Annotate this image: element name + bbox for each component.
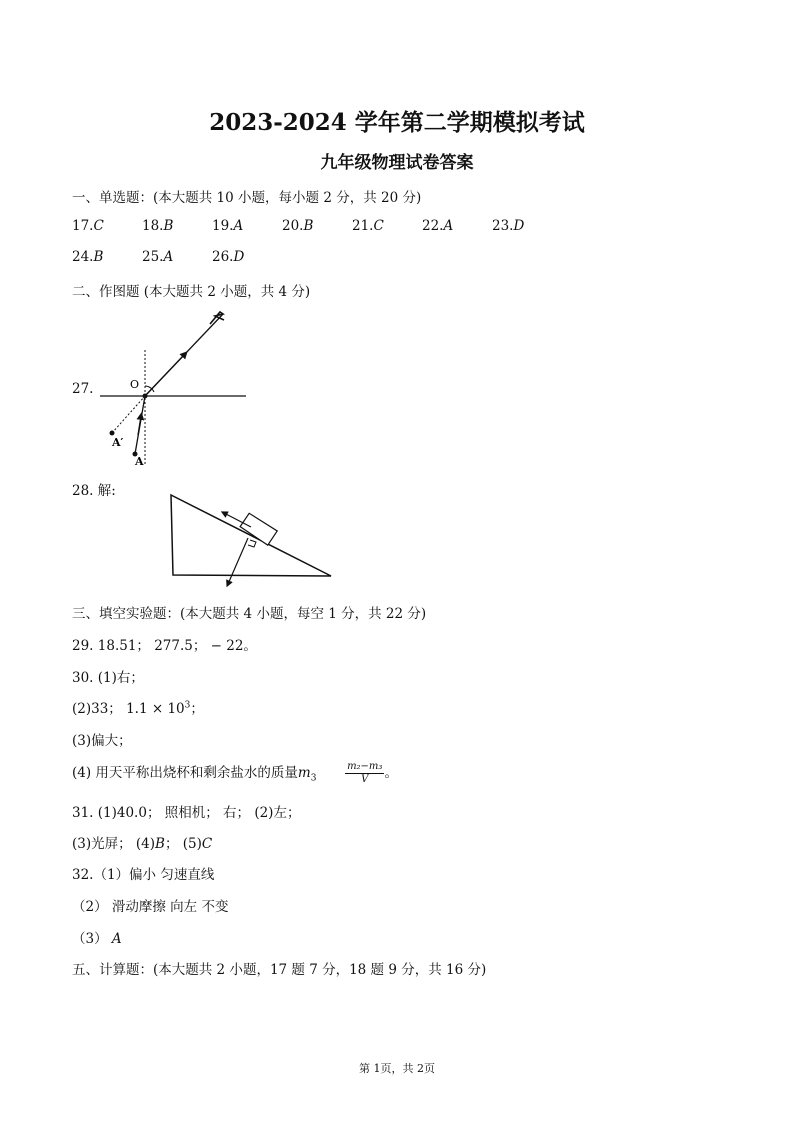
density-fraction: $\frac{\text{m₂−m₃}}{V}$ <box>347 761 383 785</box>
q32-line1: 32.（1）偏小 匀速直线 <box>72 867 215 883</box>
section-3-heading: 三、填空实验题：(本大题共 4 小题，每空 1 分，共 22 分) <box>72 606 427 622</box>
point-a-prime <box>110 431 115 436</box>
mc-answer: 25.A <box>142 249 174 265</box>
section-2-heading: 二、作图题 (本大题共 2 小题，共 4 分) <box>72 284 311 300</box>
q32-line2: （2） 滑动摩擦 向左 不变 <box>72 899 229 915</box>
q27-label: 27. <box>72 381 94 397</box>
ray-arrow <box>145 354 185 396</box>
page-subtitle: 九年级物理试卷答案 <box>320 153 474 173</box>
q30-line1: 30. (1)右； <box>72 670 144 686</box>
incline-force-diagram <box>150 480 350 590</box>
pressure-force-arrow <box>228 538 248 584</box>
mc-answer: 22.A <box>422 218 454 234</box>
point-o <box>143 394 148 399</box>
mc-answer: 23.D <box>492 218 525 234</box>
mc-answer: 17.C <box>72 218 104 234</box>
block <box>238 512 278 546</box>
mc-answer: 18.B <box>142 218 174 234</box>
label-o: O <box>130 378 140 391</box>
q31-line2: (3)光屏； (4)B； (5)C <box>72 836 213 852</box>
q30-line4: (4) 用天平称出烧杯和剩余盐水的质量$m_3$ $\frac{\text{m₂−m₃}}{V}$ 。 <box>72 761 398 785</box>
label-a: A <box>135 455 144 468</box>
mc-answer: 26.D <box>212 249 245 265</box>
q30-line3: (3)偏大； <box>72 733 132 749</box>
q31-line1: 31. (1)40.0； 照相机； 右； (2)左； <box>72 805 301 821</box>
right-angle-mark <box>248 540 256 547</box>
section-1-heading: 一、单选题：(本大题共 10 小题，每小题 2 分，共 20 分) <box>72 190 422 206</box>
mc-answer: 19.A <box>212 218 244 234</box>
q30-line2: (2)33； $1.1 \times 10^3$； <box>72 700 204 717</box>
q29-answer: 29. 18.51； 277.5； − 22。 <box>72 638 257 654</box>
section-5-heading: 五、计算题：(本大题共 2 小题，17 题 7 分，18 题 9 分，共 16 分) <box>72 962 487 978</box>
eye-icon <box>210 312 224 324</box>
reflection-refraction-diagram <box>90 300 260 470</box>
q32-line3: （3） A <box>72 931 122 947</box>
label-a-prime: A′ <box>112 436 124 449</box>
mc-answer: 24.B <box>72 249 104 265</box>
q28-label: 28. 解: <box>72 483 116 499</box>
incline-triangle <box>171 495 331 576</box>
page-title: 2023-2024 学年第二学期模拟考试 <box>209 109 585 136</box>
mc-answer: 21.C <box>352 218 384 234</box>
page-footer: 第 1页，共 2页 <box>359 1062 435 1075</box>
mc-answer: 20.B <box>282 218 314 234</box>
